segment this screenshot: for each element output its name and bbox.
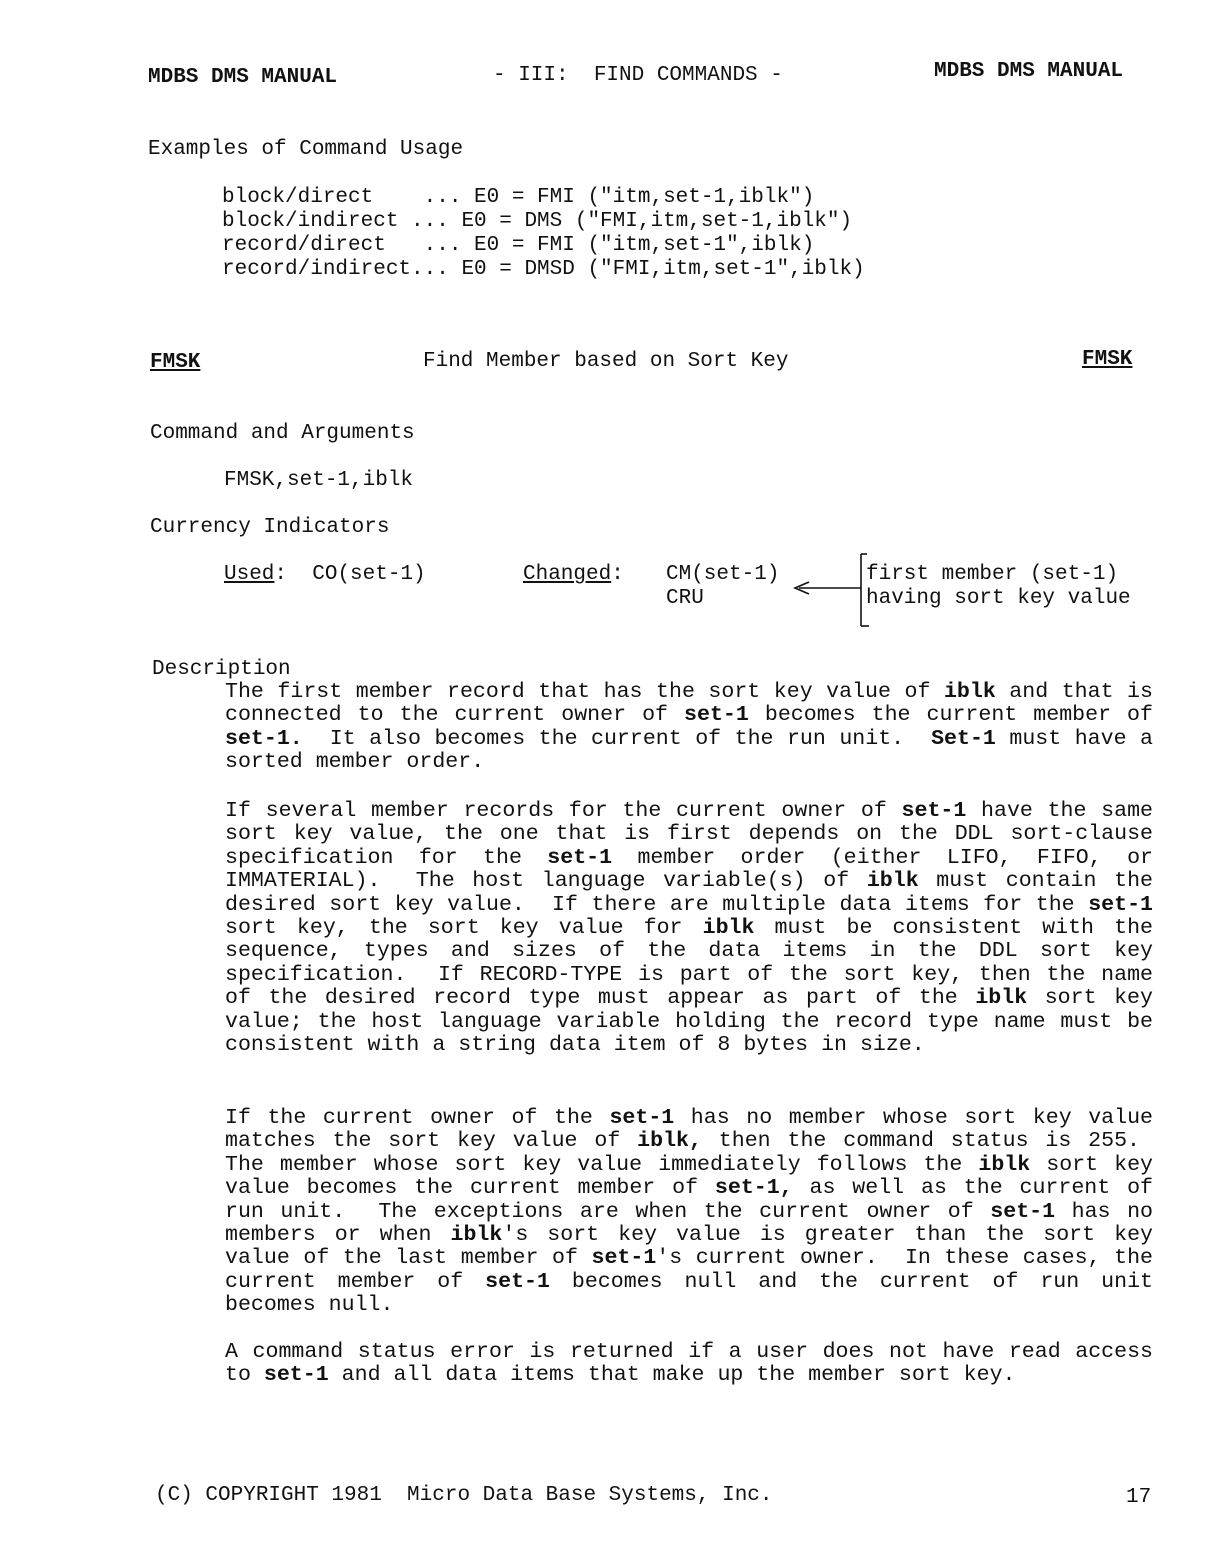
currency-note-line: having sort key value <box>866 587 1131 610</box>
used-row: Used: CO(set-1) <box>224 563 426 586</box>
example-line: record/direct ... E0 = FMI ("itm,set-1",iblk) <box>222 234 815 257</box>
command-title: Find Member based on Sort Key <box>423 350 789 373</box>
currency-note-line: first member (set-1) <box>866 563 1119 586</box>
description-paragraph-1: The first member record that has the sort key value of iblk and that is connected to the current owner of set-1 becomes the current member of set-1. It also becomes the current of the run unit. Set-1 must have a sorted member order. <box>225 680 1153 775</box>
description-paragraph-4: A command status error is returned if a user does not have read access to set-1 and all data items that make up the member sort key. <box>225 1340 1153 1388</box>
example-line: record/indirect... E0 = DMSD ("FMI,itm,set-1",iblk) <box>222 258 865 281</box>
changed-row: Changed: <box>523 563 624 586</box>
example-line: block/indirect ... E0 = DMS ("FMI,itm,set-1,iblk") <box>222 210 853 233</box>
header-center: - III: FIND COMMANDS - <box>493 64 783 87</box>
command-code-right: FMSK <box>1082 348 1133 371</box>
used-label: Used <box>224 563 275 586</box>
example-line: block/direct ... E0 = FMI ("itm,set-1,iblk") <box>222 186 815 209</box>
command-code-left: FMSK <box>150 351 201 374</box>
description-heading: Description <box>152 658 291 681</box>
used-value: CO(set-1) <box>312 563 426 586</box>
args-value: FMSK,set-1,iblk <box>224 469 414 492</box>
changed-value: CRU <box>666 587 704 610</box>
description-paragraph-2: If several member records for the current owner of set-1 have the same sort key value, the one that is first depends on the DDL sort-clause specification for the set-1 member order (either LIFO, FIFO, or IMMATERIAL). The host language variable(s) of iblk must contain the desired sort key value. If there are multiple data items for the set-1 sort key, the sort key value for iblk must be consistent with the sequence, types and sizes of the data items in the DDL sort key specification. If RECORD-TYPE is part of the sort key, then the name of the desired record type must appear as part of the iblk sort key value; the host language variable holding the record type name must be consistent with a string data item of 8 bytes in size. <box>225 799 1153 1058</box>
changed-label: Changed <box>523 563 612 586</box>
header-left: MDBS DMS MANUAL <box>148 66 338 89</box>
currency-heading: Currency Indicators <box>150 516 390 539</box>
changed-value: CM(set-1) <box>666 563 780 586</box>
examples-heading: Examples of Command Usage <box>148 138 464 161</box>
currency-bracket-arrow <box>785 550 875 632</box>
args-heading: Command and Arguments <box>150 422 415 445</box>
description-paragraph-3: If the current owner of the set-1 has no member whose sort key value matches the sort key value of iblk, then the command status is 255. The member whose sort key value immediately follows the iblk sort key value becomes the current member of set-1, as well as the current of run unit. The exceptions are when the current owner of set-1 has no members or when iblk's sort key value is greater than the sort key value of the last member of set-1's current owner. In these cases, the current member of set-1 becomes null and the current of run unit becomes null. <box>225 1106 1153 1318</box>
header-right: MDBS DMS MANUAL <box>934 60 1124 83</box>
footer-copyright: (C) COPYRIGHT 1981 Micro Data Base Systems, Inc. <box>155 1484 773 1507</box>
page-number: 17 <box>1126 1486 1152 1509</box>
